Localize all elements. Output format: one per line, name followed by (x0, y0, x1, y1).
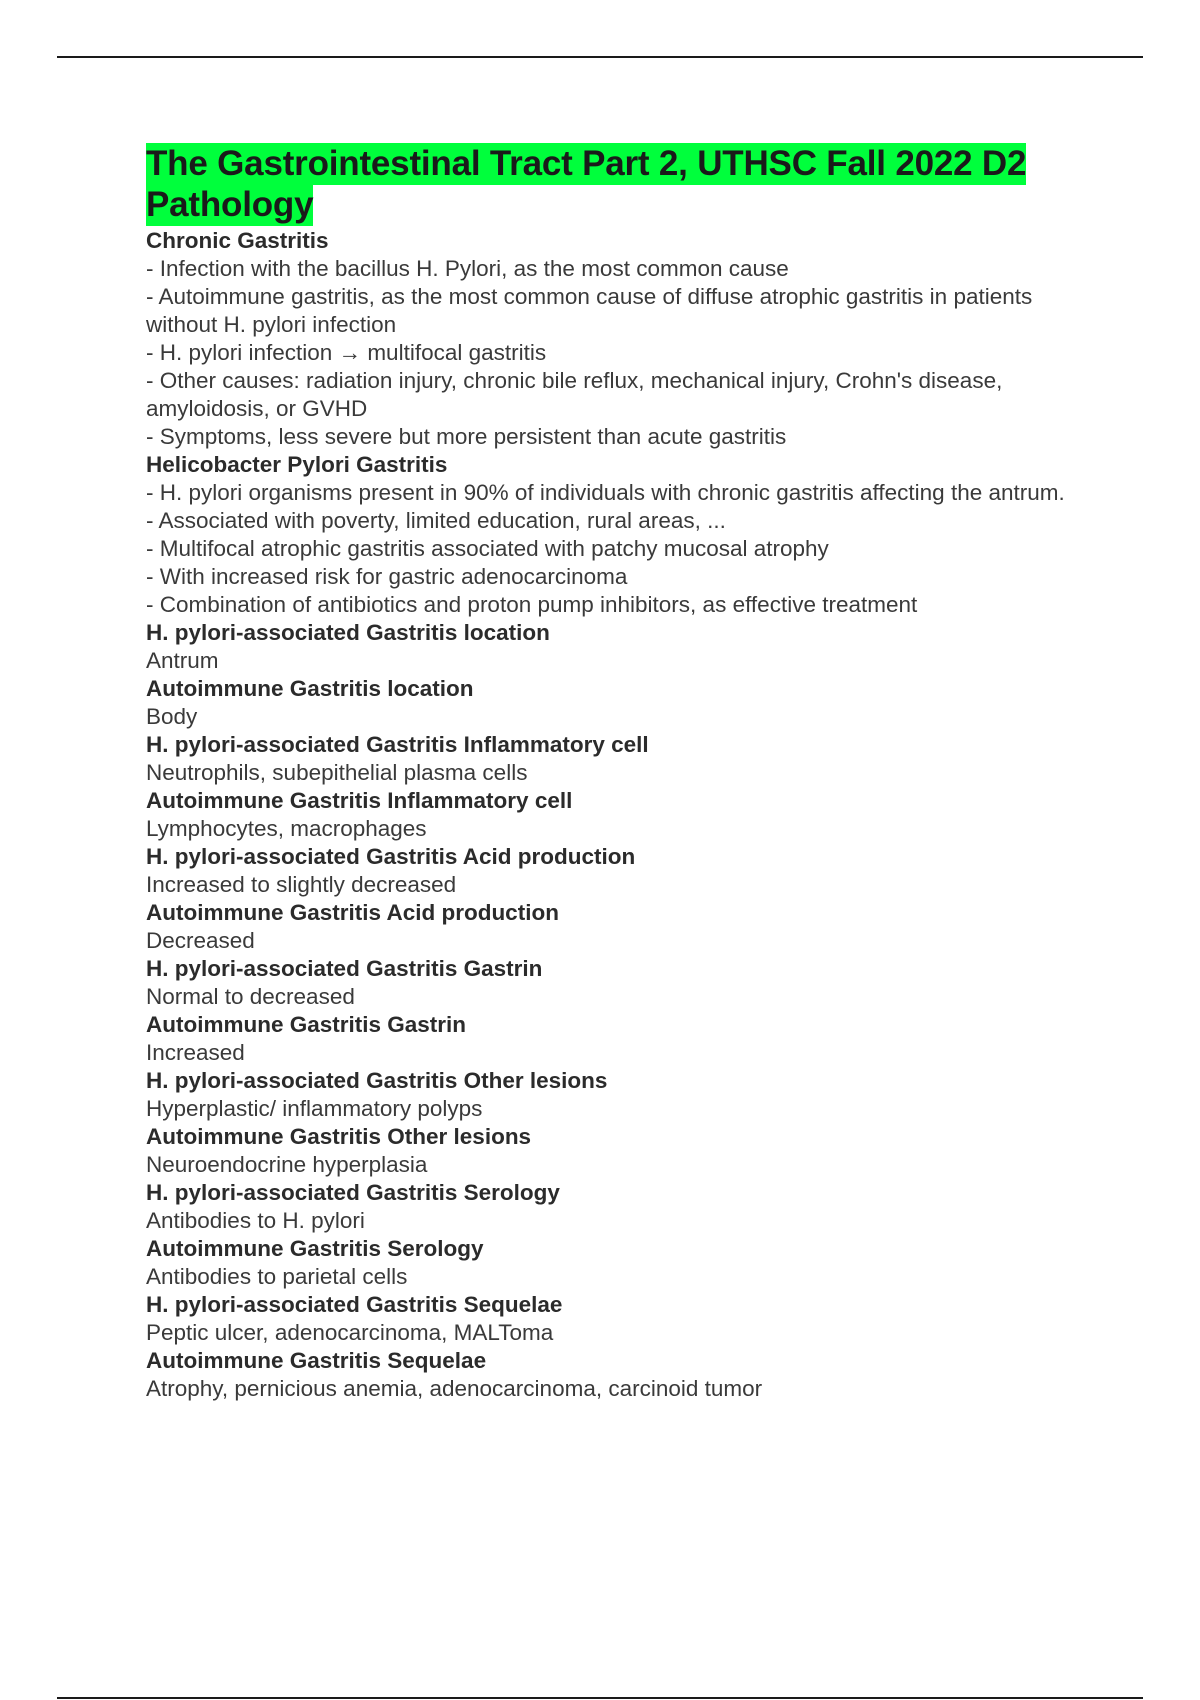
definition-line: - Symptoms, less severe but more persistent than acute gastritis (146, 424, 787, 449)
definition-line: - Other causes: radiation injury, chronic bile reflux, mechanical injury, Crohn's disease, amyloidosis, or GVHD (146, 368, 1003, 421)
flashcard-term: Chronic Gastritis (146, 228, 329, 253)
definition-line: Antibodies to parietal cells (146, 1264, 408, 1289)
flashcard-definition (146, 1095, 1086, 1123)
flashcard-term: Autoimmune Gastritis Inflammatory cell (146, 788, 573, 813)
flashcard-definition (146, 479, 1086, 619)
flashcard-item (146, 843, 1086, 899)
flashcard-item (146, 227, 1086, 451)
flashcard-term: H. pylori-associated Gastritis Other lesions (146, 1068, 608, 1093)
flashcard-definition (146, 1207, 1086, 1235)
flashcard-list (146, 227, 1086, 1403)
flashcard-term: Autoimmune Gastritis Gastrin (146, 1012, 467, 1037)
flashcard-item (146, 619, 1086, 675)
flashcard-item (146, 1291, 1086, 1347)
flashcard-term: Autoimmune Gastritis Serology (146, 1236, 484, 1261)
definition-line: Antibodies to H. pylori (146, 1208, 365, 1233)
flashcard-definition (146, 1263, 1086, 1291)
flashcard-item (146, 675, 1086, 731)
definition-line: - Multifocal atrophic gastritis associated with patchy mucosal atrophy (146, 536, 829, 561)
flashcard-item (146, 899, 1086, 955)
page-top-rule (57, 56, 1143, 58)
definition-line: Increased (146, 1040, 245, 1065)
definition-line: Peptic ulcer, adenocarcinoma, MALToma (146, 1320, 554, 1345)
flashcard-definition (146, 927, 1086, 955)
flashcard-definition (146, 703, 1086, 731)
definition-line: Increased to slightly decreased (146, 872, 457, 897)
flashcard-definition (146, 255, 1086, 451)
definition-line: - Autoimmune gastritis, as the most common cause of diffuse atrophic gastritis in patients without H. pylori infection (146, 284, 1033, 337)
definition-line: Antrum (146, 648, 219, 673)
definition-line: Normal to decreased (146, 984, 355, 1009)
flashcard-term: H. pylori-associated Gastritis Serology (146, 1180, 560, 1205)
flashcard-definition (146, 815, 1086, 843)
title-highlight: The Gastrointestinal Tract Part 2, UTHSC Fall 2022 D2 Pathology (146, 144, 1027, 224)
document-title (146, 143, 1086, 225)
flashcard-term: Helicobacter Pylori Gastritis (146, 452, 448, 477)
page-bottom-rule (57, 1697, 1143, 1699)
document-body (146, 143, 1086, 1403)
flashcard-definition (146, 1319, 1086, 1347)
definition-line: Lymphocytes, macrophages (146, 816, 427, 841)
flashcard-definition (146, 1375, 1086, 1403)
definition-line: - H. pylori organisms present in 90% of individuals with chronic gastritis affecting the antrum. (146, 480, 1065, 505)
flashcard-item (146, 955, 1086, 1011)
flashcard-term: H. pylori-associated Gastritis Gastrin (146, 956, 543, 981)
definition-line: - With increased risk for gastric adenocarcinoma (146, 564, 628, 589)
flashcard-definition (146, 1151, 1086, 1179)
flashcard-term: Autoimmune Gastritis location (146, 676, 474, 701)
flashcard-term: Autoimmune Gastritis Sequelae (146, 1348, 487, 1373)
flashcard-definition (146, 1039, 1086, 1067)
flashcard-item (146, 451, 1086, 619)
definition-line: Hyperplastic/ inflammatory polyps (146, 1096, 483, 1121)
definition-line: Neutrophils, subepithelial plasma cells (146, 760, 528, 785)
flashcard-term: Autoimmune Gastritis Other lesions (146, 1124, 532, 1149)
flashcard-term: Autoimmune Gastritis Acid production (146, 900, 559, 925)
flashcard-term: H. pylori-associated Gastritis Inflammatory cell (146, 732, 649, 757)
flashcard-term: H. pylori-associated Gastritis Acid production (146, 844, 636, 869)
definition-line: Decreased (146, 928, 255, 953)
flashcard-definition (146, 759, 1086, 787)
definition-line: - Infection with the bacillus H. Pylori, as the most common cause (146, 256, 789, 281)
flashcard-item (146, 1235, 1086, 1291)
flashcard-definition (146, 871, 1086, 899)
definition-line: Body (146, 704, 198, 729)
definition-line: Neuroendocrine hyperplasia (146, 1152, 428, 1177)
flashcard-item (146, 1123, 1086, 1179)
definition-line: - Combination of antibiotics and proton pump inhibitors, as effective treatment (146, 592, 918, 617)
flashcard-term: H. pylori-associated Gastritis location (146, 620, 550, 645)
flashcard-item (146, 1067, 1086, 1123)
flashcard-definition (146, 647, 1086, 675)
flashcard-term: H. pylori-associated Gastritis Sequelae (146, 1292, 563, 1317)
flashcard-item (146, 731, 1086, 787)
definition-line: - H. pylori infection → multifocal gastritis (146, 340, 547, 365)
definition-line: Atrophy, pernicious anemia, adenocarcinoma, carcinoid tumor (146, 1376, 763, 1401)
flashcard-item (146, 1011, 1086, 1067)
flashcard-item (146, 787, 1086, 843)
flashcard-item (146, 1347, 1086, 1403)
flashcard-definition (146, 983, 1086, 1011)
flashcard-item (146, 1179, 1086, 1235)
definition-line: - Associated with poverty, limited education, rural areas, ... (146, 508, 726, 533)
